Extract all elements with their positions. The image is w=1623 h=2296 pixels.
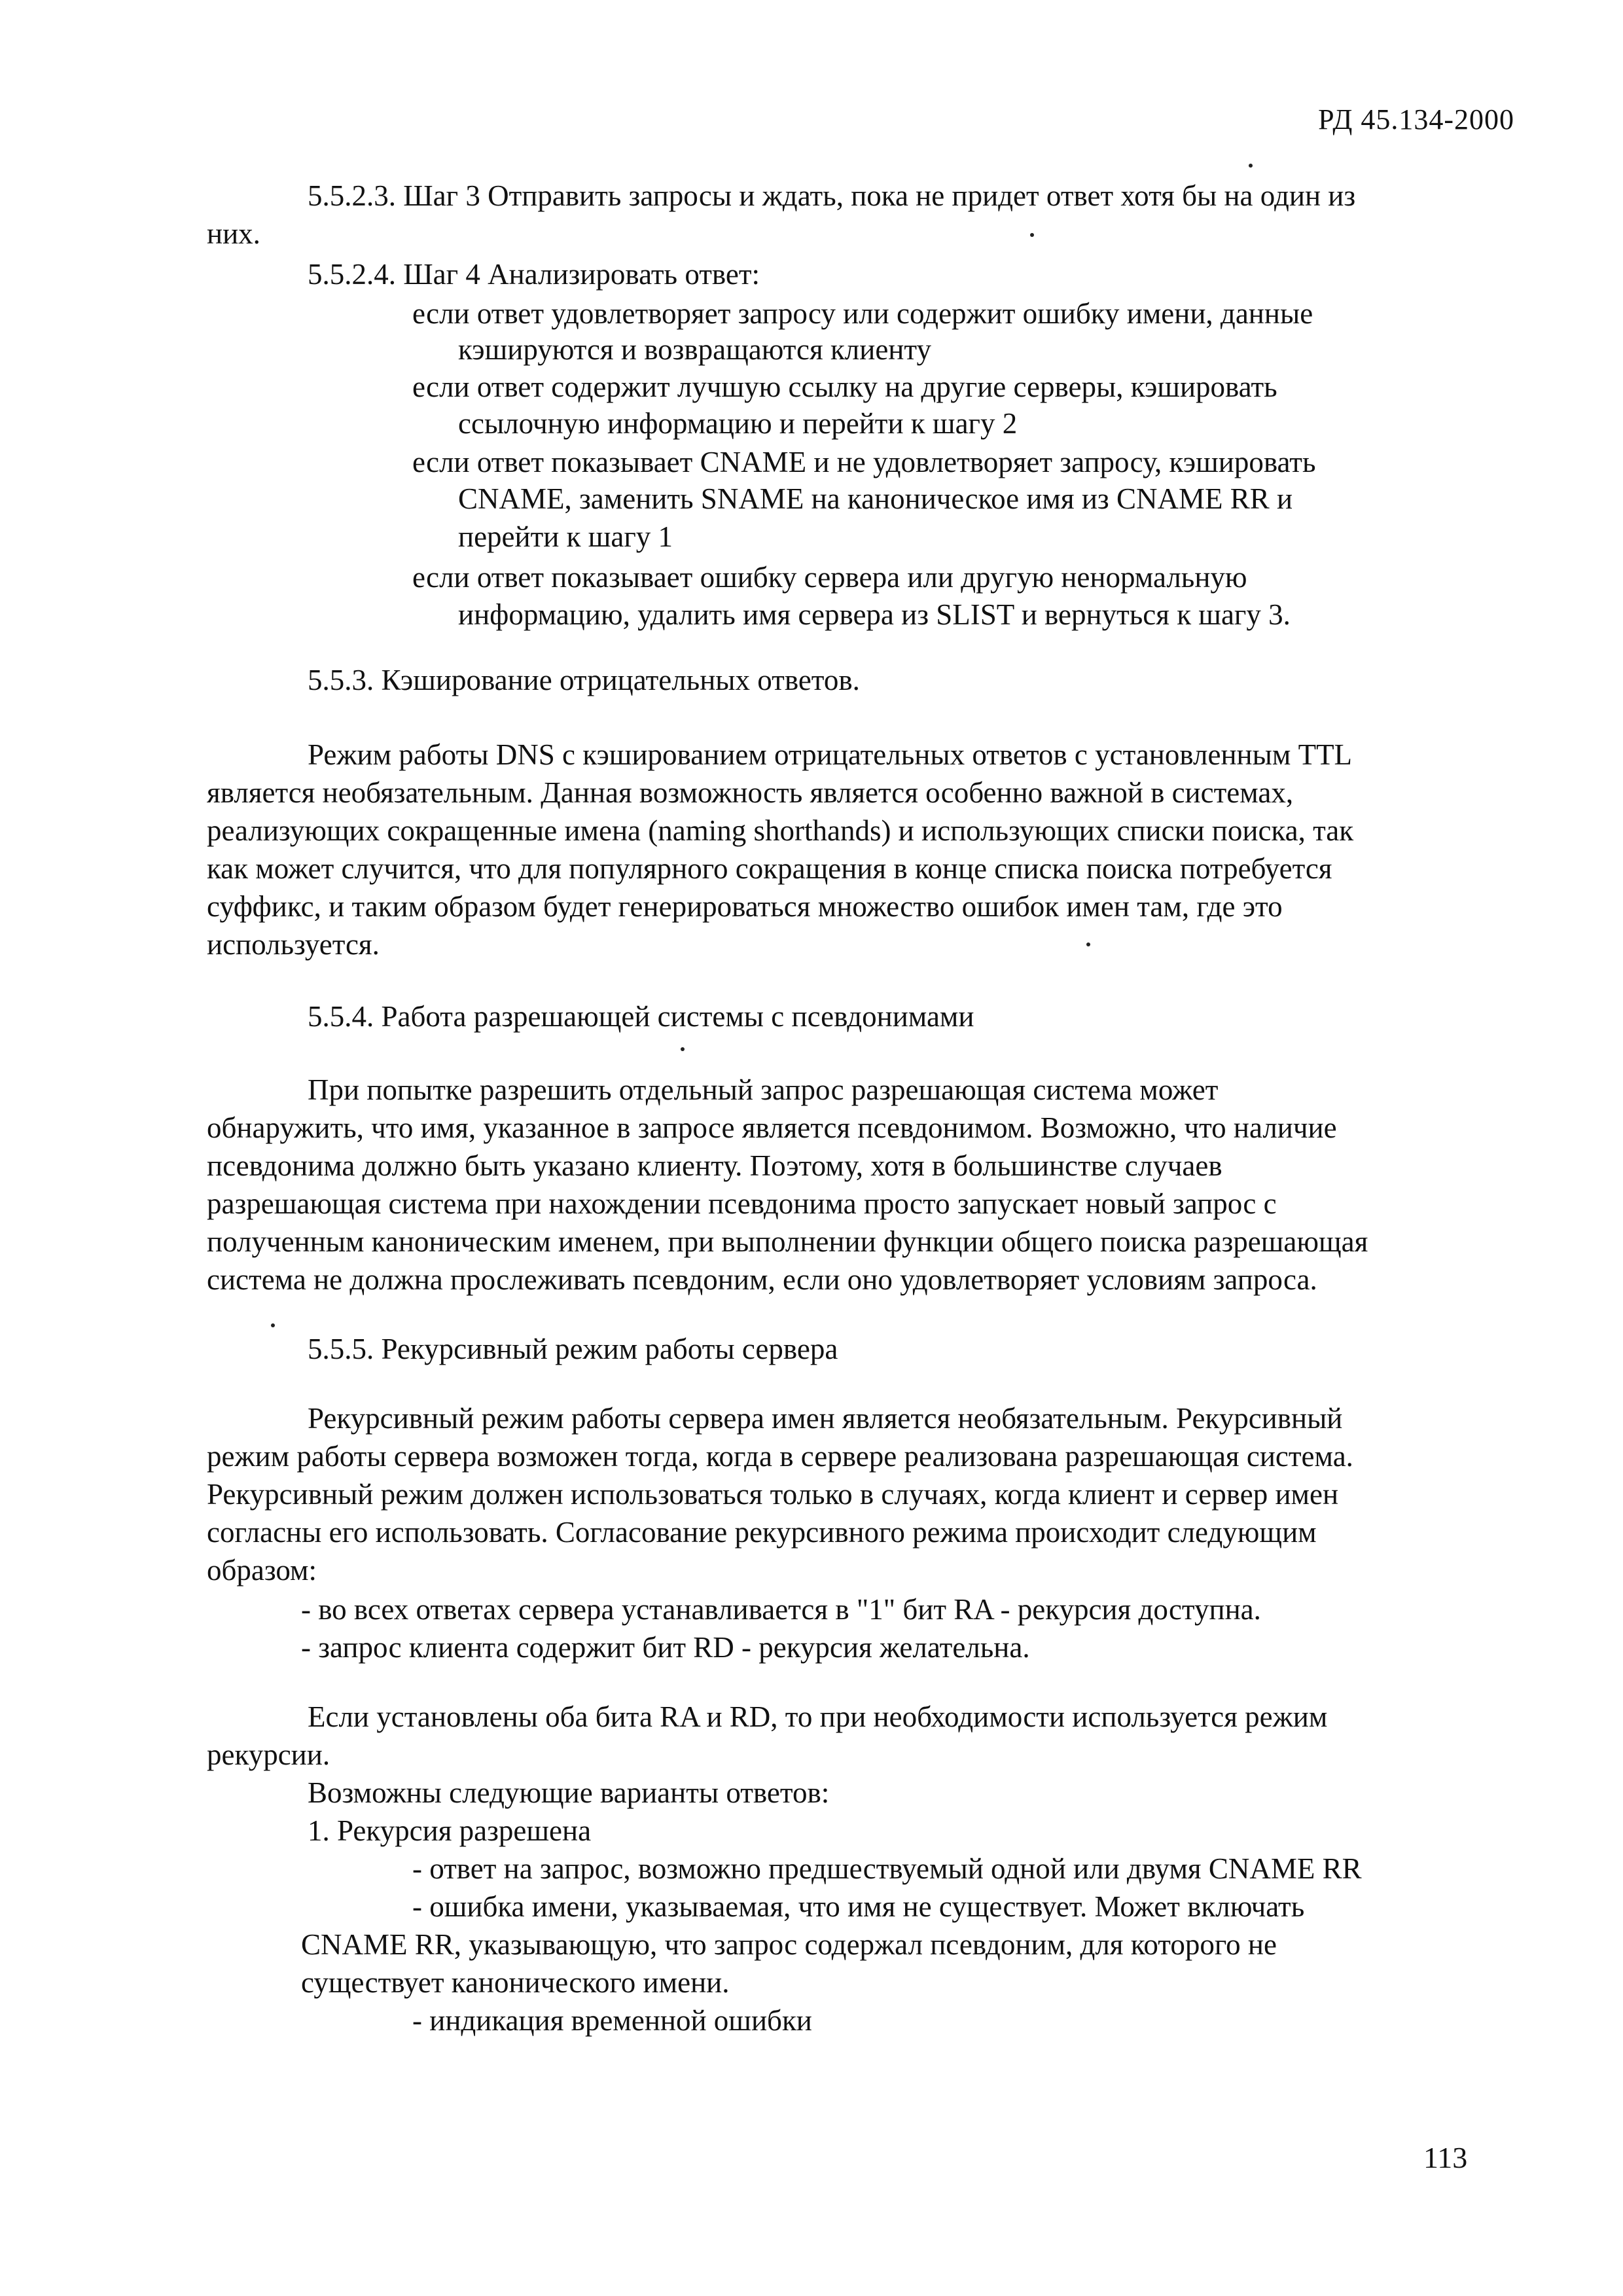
step4-item1-line1: если ответ удовлетворяет запросу или содержит ошибку имени, данные [412, 297, 1313, 330]
step4-item4-line1: если ответ показывает ошибку сервера или другую ненормальную [412, 561, 1247, 594]
section-555-heading: 5.5.5. Рекурсивный режим работы сервера [308, 1333, 838, 1365]
step4-item3-line2: CNAME, заменить SNAME на каноническое имя из CNAME RR и [458, 482, 1293, 515]
scan-speck [1086, 942, 1090, 946]
case1-item1: - ответ на запрос, возможно предшествуемый одной или двумя CNAME RR [412, 1852, 1362, 1885]
step4-item4-line2: информацию, удалить имя сервера из SLIST и вернуться к шагу 3. [458, 598, 1291, 631]
section-555-para-line1: Рекурсивный режим работы сервера имен является необязательным. Рекурсивный [308, 1402, 1343, 1435]
section-553-heading: 5.5.3. Кэширование отрицательных ответов. [308, 664, 860, 696]
step4-item2-line2: ссылочную информацию и перейти к шагу 2 [458, 407, 1018, 440]
section-553-para-line5: суффикс, и таким образом будет генерироваться множество ошибок имен там, где это [207, 890, 1283, 923]
step4-item2-line1: если ответ содержит лучшую ссылку на другие серверы, кэшировать [412, 370, 1277, 403]
section-553-para-line2: является необязательным. Данная возможность является особенно важной в системах, [207, 776, 1294, 809]
section-554-heading: 5.5.4. Работа разрешающей системы с псевдонимами [308, 1000, 974, 1033]
section-553-para-line3: реализующих сокращенные имена (naming shorthands) и использующих списки поиска, так [207, 814, 1354, 847]
scan-speck [1030, 233, 1034, 237]
recursion-ra-dash: - во всех ответах сервера устанавливается в "1" бит RA - рекурсия доступна. [301, 1593, 1261, 1626]
scan-speck [681, 1047, 685, 1051]
section-554-para-line2: обнаружить, что имя, указанное в запросе является псевдонимом. Возможно, что наличие [207, 1111, 1337, 1144]
scan-speck [271, 1323, 275, 1327]
step3-line2: них. [207, 217, 260, 250]
case1-item2-line1: - ошибка имени, указываемая, что имя не существует. Может включать [412, 1890, 1305, 1923]
section-555-para-line4: согласны его использовать. Согласование рекурсивного режима происходит следующим [207, 1516, 1317, 1549]
step3-line1: 5.5.2.3. Шаг 3 Отправить запросы и ждать, пока не придет ответ хотя бы на один из [308, 179, 1356, 212]
section-554-para-line5: полученным каноническим именем, при выполнении функции общего поиска разрешающая [207, 1225, 1368, 1258]
variants-title: Возможны следующие варианты ответов: [308, 1776, 830, 1809]
document-code-header: РД 45.134-2000 [1318, 103, 1514, 135]
section-553-para-line1: Режим работы DNS с кэшированием отрицательных ответов с установленным TTL [308, 738, 1353, 771]
section-554-para-line3: псевдонима должно быть указано клиенту. Поэтому, хотя в большинстве случаев [207, 1149, 1222, 1182]
step4-item1-line2: кэшируются и возвращаются клиенту [458, 333, 931, 366]
section-555-para-line2: режим работы сервера возможен тогда, когда в сервере реализована разрешающая система. [207, 1440, 1353, 1473]
case1-title: 1. Рекурсия разрешена [308, 1814, 592, 1847]
section-554-para-line1: При попытке разрешить отдельный запрос разрешающая система может [308, 1073, 1219, 1106]
section-555-para-line3: Рекурсивный режим должен использоваться только в случаях, когда клиент и сервер имен [207, 1478, 1339, 1511]
step4-title: 5.5.2.4. Шаг 4 Анализировать ответ: [308, 258, 760, 291]
section-555-para-line5: образом: [207, 1554, 317, 1587]
section-553-para-line6: используется. [207, 928, 380, 961]
both-bits-line2: рекурсии. [207, 1738, 330, 1771]
recursion-rd-dash: - запрос клиента содержит бит RD - рекурсия желательна. [301, 1631, 1030, 1664]
case1-item2-line3: существует канонического имени. [301, 1966, 730, 1999]
step4-item3-line3: перейти к шагу 1 [458, 520, 673, 553]
scan-speck [1249, 164, 1253, 168]
section-553-para-line4: как может случится, что для популярного сокращения в конце списка поиска потребуется [207, 852, 1332, 885]
page-number: 113 [1423, 2141, 1468, 2174]
section-554-para-line4: разрешающая система при нахождении псевдонима просто запускает новый запрос с [207, 1187, 1277, 1220]
section-554-para-line6: система не должна прослеживать псевдоним, если оно удовлетворяет условиям запроса. [207, 1263, 1317, 1296]
step4-item3-line1: если ответ показывает CNAME и не удовлетворяет запросу, кэшировать [412, 446, 1316, 478]
case1-item3: - индикация временной ошибки [412, 2004, 812, 2037]
both-bits-line1: Если установлены оба бита RA и RD, то при необходимости используется режим [308, 1700, 1328, 1733]
case1-item2-line2: CNAME RR, указывающую, что запрос содержал псевдоним, для которого не [301, 1928, 1277, 1961]
